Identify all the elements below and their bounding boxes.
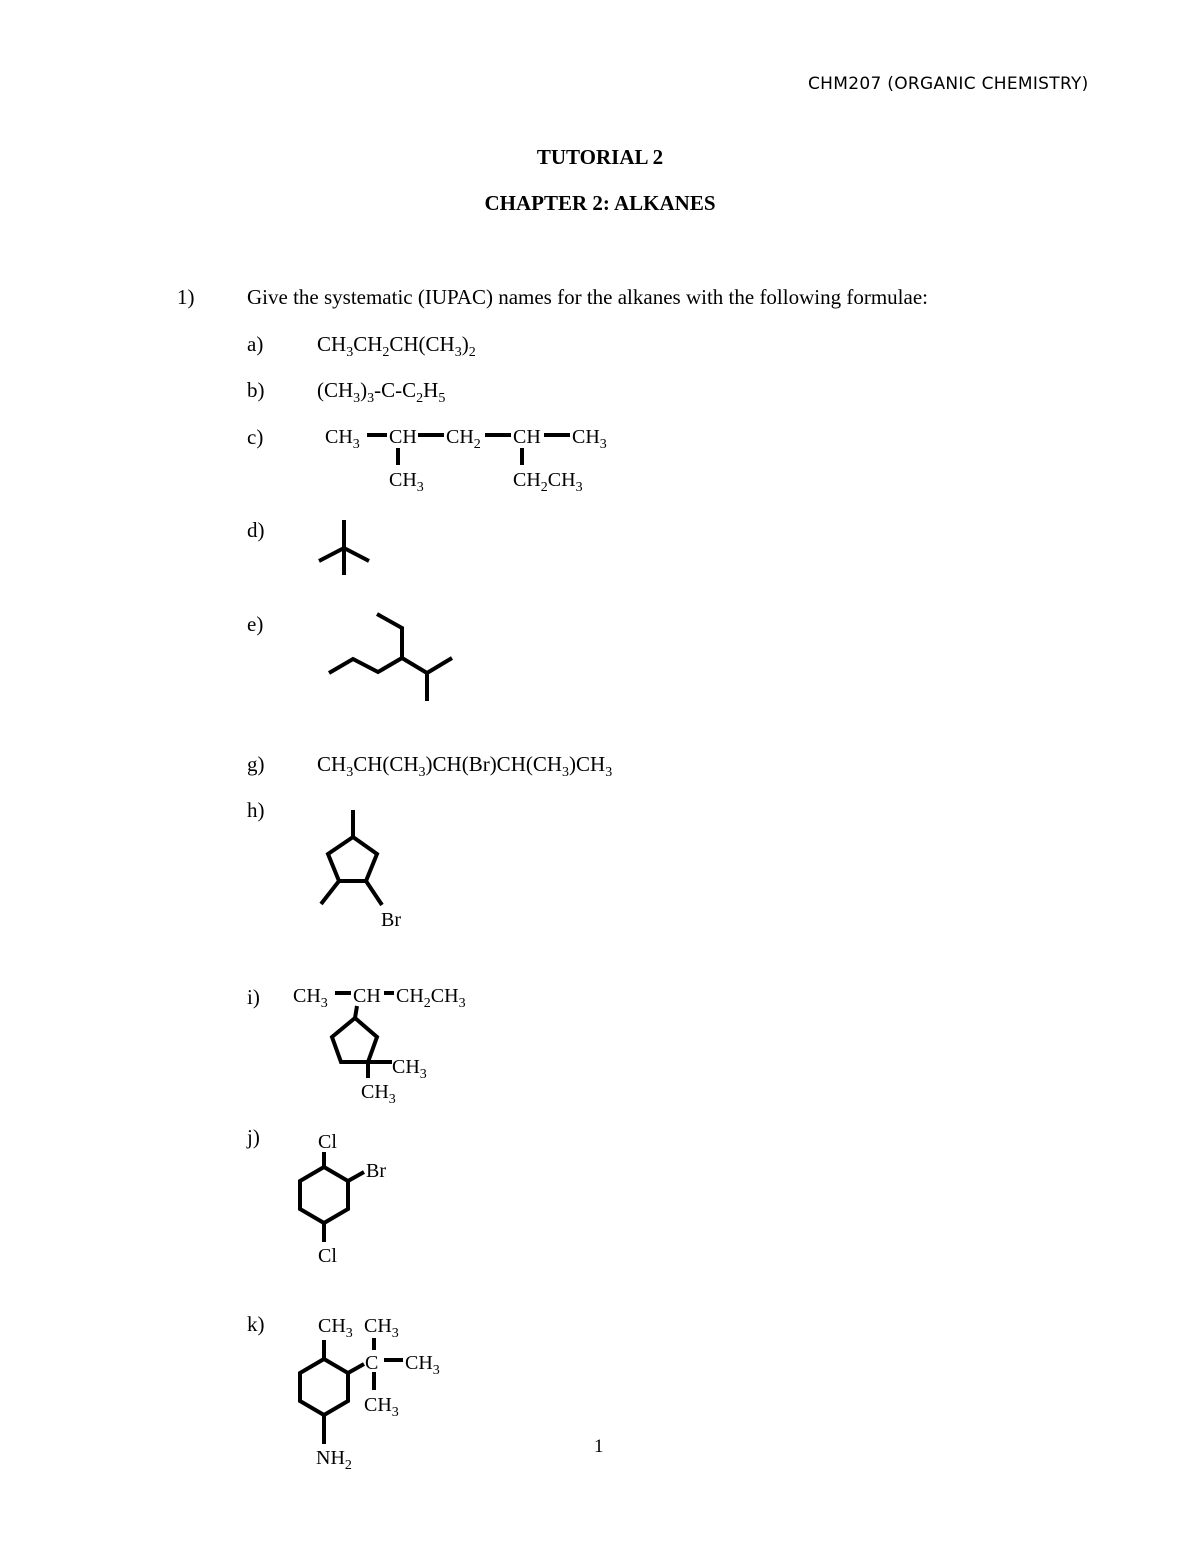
svg-text:CH3: $CH_3$	[325, 426, 360, 452]
svg-text:CH2CH3: $CH_2CH_3$	[513, 469, 583, 495]
item-h-label: h)	[247, 798, 265, 822]
item-k-label: k)	[247, 1312, 265, 1336]
item-b-label: b)	[247, 378, 265, 402]
svg-text:CH3: $CH_3$	[293, 985, 328, 1011]
svg-text:CH3: $CH_3$	[318, 1315, 353, 1341]
item-j-cl-top: Cl	[318, 1131, 337, 1153]
page-number: 1	[594, 1436, 604, 1457]
question-text: Give the systematic (IUPAC) names for the alkanes with the following formulae:	[247, 285, 928, 309]
item-d-label: d)	[247, 518, 265, 542]
item-e-label: e)	[247, 612, 264, 636]
chapter-title: CHAPTER 2: ALKANES	[484, 191, 716, 215]
svg-text:CH3: $CH_3$	[405, 1352, 440, 1378]
course-header: CHM207 (ORGANIC CHEMISTRY)	[808, 74, 1089, 94]
svg-text:CH3: $CH_3$	[364, 1315, 399, 1341]
svg-text:CH3: $CH_3$	[389, 469, 424, 495]
svg-text:CH3: $CH_3$	[361, 1081, 396, 1107]
svg-text:CH: CH	[513, 426, 541, 448]
svg-text:CH2CH3: $CH_2CH_3$	[396, 985, 466, 1011]
item-g-label: g)	[247, 752, 265, 776]
item-j-label: j)	[247, 1125, 260, 1149]
svg-text:CH3: $CH_3$	[572, 426, 607, 452]
page-title: TUTORIAL 2	[536, 145, 664, 169]
item-i-label: i)	[247, 985, 260, 1009]
item-j-cl-bottom: Cl	[318, 1245, 337, 1267]
svg-text:C: C	[365, 1352, 379, 1374]
item-b-formula: $(CH_3)_3-C-C_2H_5$	[317, 378, 446, 407]
item-c-label: c)	[247, 425, 264, 449]
svg-text:CH: CH	[353, 985, 381, 1007]
item-h-br: Br	[381, 909, 401, 931]
item-a-formula: $CH_3CH_2CH(CH_3)_2$	[317, 332, 476, 361]
item-k-amine: $NH_2$	[316, 1447, 352, 1473]
svg-text:CH2: $CH_2$	[446, 426, 481, 452]
question-number: 1)	[177, 285, 195, 309]
item-a-label: a)	[247, 332, 264, 356]
item-g-formula: $CH_3CH(CH_3)CH(Br)CH(CH_3)CH_3$	[317, 752, 613, 781]
svg-text:CH: CH	[389, 426, 417, 448]
item-j-br: Br	[366, 1160, 386, 1182]
svg-text:CH3: $CH_3$	[392, 1056, 427, 1082]
svg-text:CH3: $CH_3$	[364, 1394, 399, 1420]
